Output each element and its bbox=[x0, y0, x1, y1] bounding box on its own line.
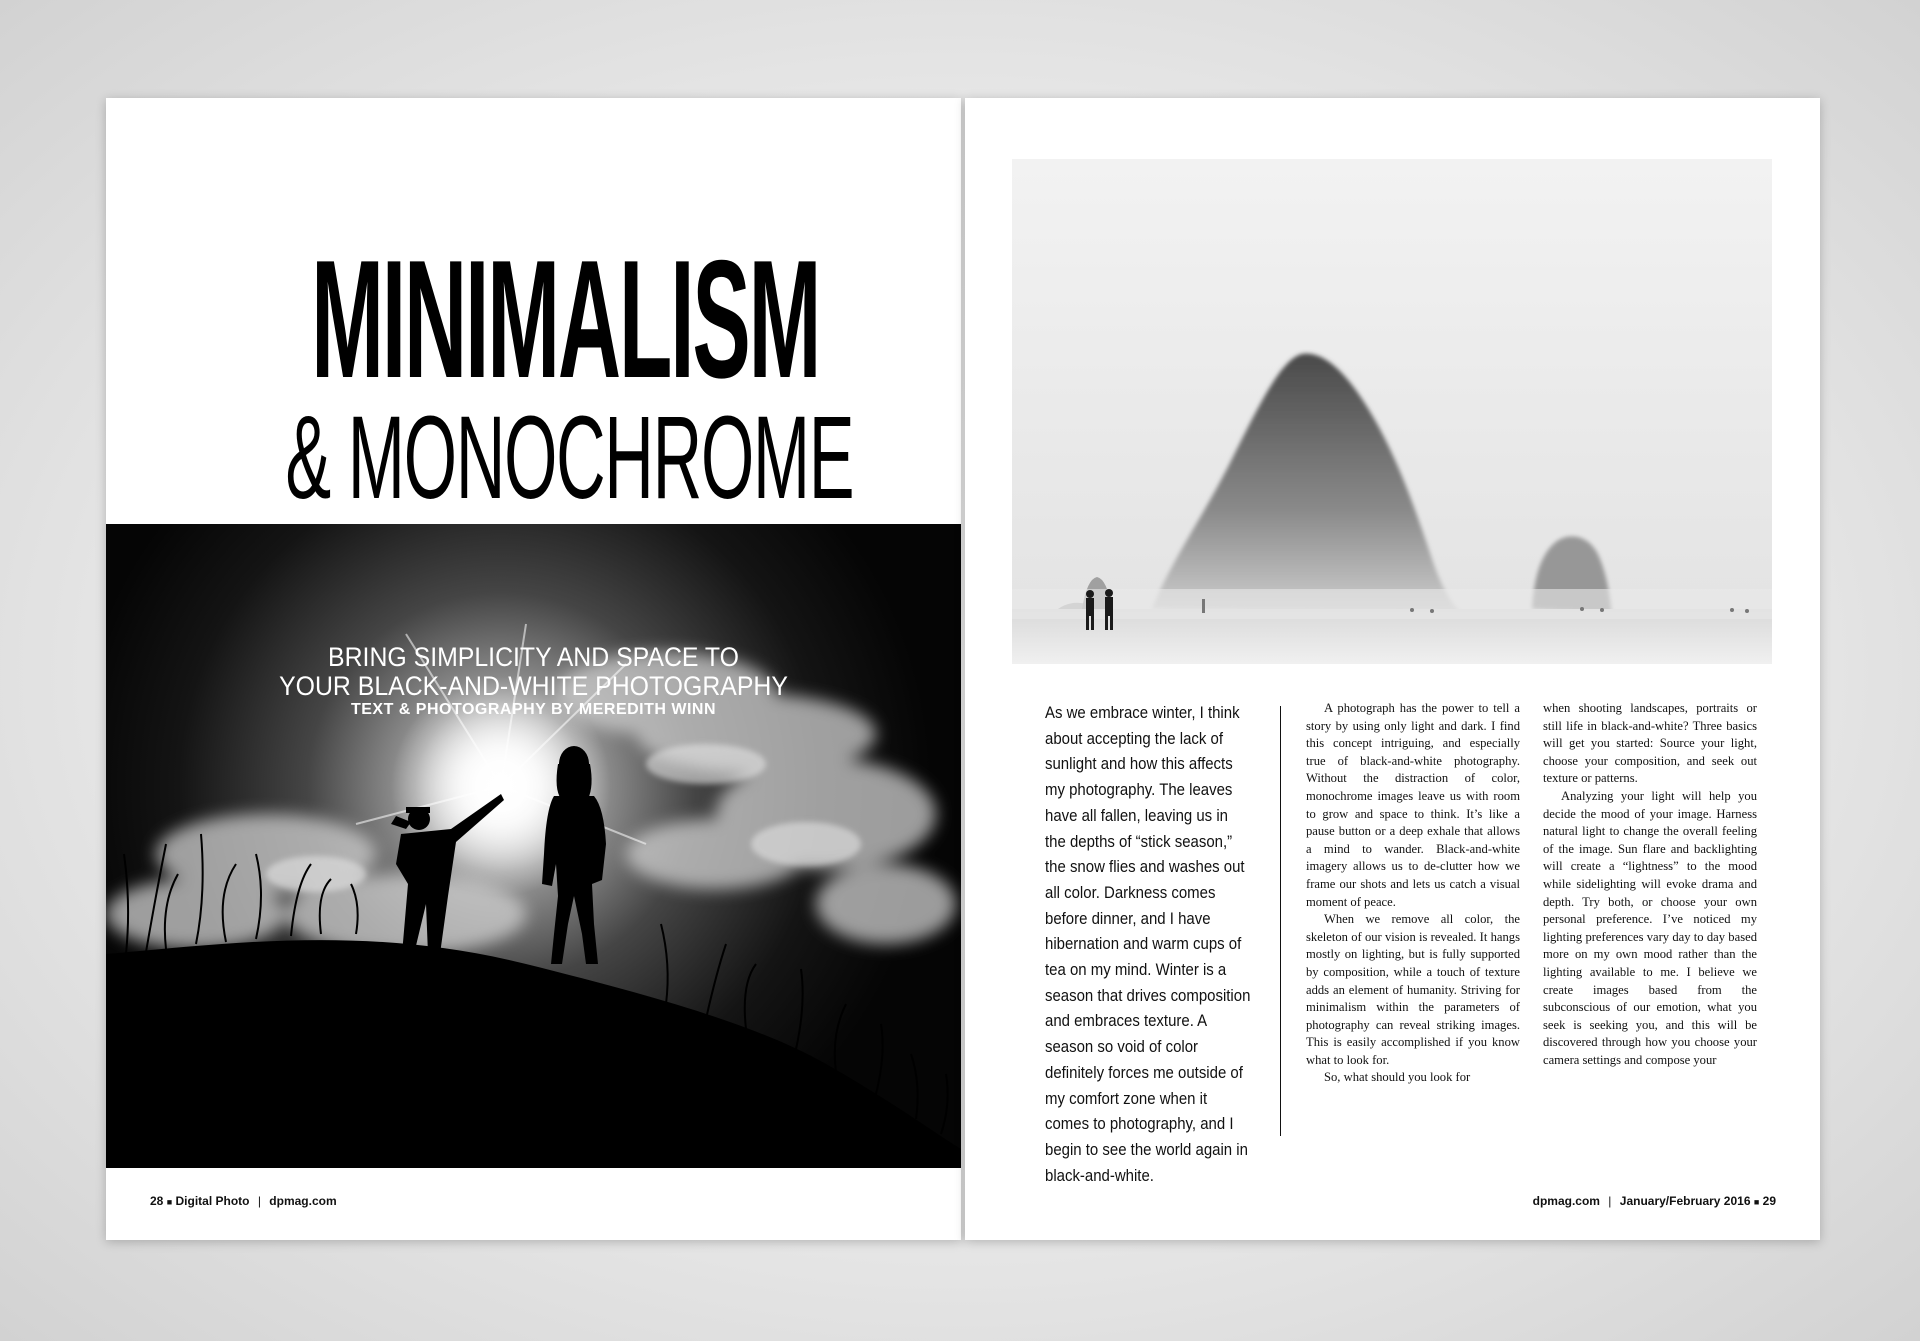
folio-bullet: ■ bbox=[1753, 1197, 1760, 1207]
body-paragraph: A photograph has the power to tell a story by using only light and dark. I find this concept intriguing, and especially true of black-and-white photography. Without the distraction of color, monochrome images leave us with room to grow and space to think. It’s like a pause button or a deep exhale that allows a mind to wander. Black-and-white imagery allows us to de-clutter how we frame our shots and lets us catch a visual moment of peace. bbox=[1306, 701, 1520, 909]
folio-site: dpmag.com bbox=[269, 1194, 337, 1208]
article-byline: TEXT & PHOTOGRAPHY BY MEREDITH WINN bbox=[350, 701, 717, 718]
article-title: MINIMALISM bbox=[311, 225, 820, 413]
body-paragraph: So, what should you look for bbox=[1324, 1070, 1471, 1085]
deck-line-2: YOUR BLACK-AND-WHITE PHOTOGRAPHY bbox=[279, 671, 788, 701]
right-page bbox=[965, 98, 1820, 1240]
hero-photo bbox=[106, 524, 961, 1168]
article-deck bbox=[140, 643, 927, 701]
folio-divider: | bbox=[1608, 1194, 1612, 1208]
hero-photo-graphic bbox=[106, 524, 961, 1168]
column-divider bbox=[1280, 706, 1281, 1136]
folio-divider: | bbox=[257, 1194, 261, 1208]
left-page bbox=[106, 98, 961, 1240]
folio-site: dpmag.com bbox=[1532, 1194, 1600, 1208]
body-paragraph: when shooting landscapes, portraits or still life in black-and-white? Three basics will get you started: Source your light, choose your composition, and seek out texture or patterns. bbox=[1543, 701, 1757, 786]
intro-column bbox=[1045, 700, 1251, 1188]
left-folio bbox=[150, 1194, 337, 1208]
intro-paragraph: As we embrace winter, I think about accepting the lack of sunlight and how this affects my photography. The leaves have all fallen, leaving us in the depths of “stick season,” the snow flies and washes out all color. Darkness comes before dinner, and I have hibernation and warm cups of tea on my mind. Winter is a season that drives composition and embraces texture. A season so void of color definitely forces me outside of my comfort zone when it comes to photography, and I begin to see the world again in black-and-white. bbox=[1045, 703, 1251, 1185]
folio-page-number: 28 bbox=[150, 1194, 164, 1208]
article-title-sub: & MONOCHROME bbox=[285, 392, 854, 524]
right-folio bbox=[1533, 1194, 1776, 1208]
body-column-2 bbox=[1306, 700, 1520, 1087]
body-paragraph: When we remove all color, the skeleton of our vision is revealed. It hangs mostly on lighting, but is fully supported by composition, while a touch of texture adds an element of humanity. Striving for minimalism within the parameters of photography can reveal striking images. This is easily accomplished if you know what to look for. bbox=[1306, 912, 1520, 1067]
folio-bullet: ■ bbox=[166, 1197, 173, 1207]
folio-page-number: 29 bbox=[1762, 1194, 1776, 1208]
haystack-rock-photo bbox=[1012, 159, 1772, 664]
haystack-rock-graphic bbox=[1012, 159, 1772, 664]
body-paragraph: Analyzing your light will help you decide the mood of your image. Harness natural light to change the overall feeling of the image. Sun flare and backlighting will create a “lightness” to the mood while sidelighting will evoke drama and depth. Try both, or choose your own personal preference. I’ve noticed my lighting preferences vary day to day based more on my own mood rather than the lighting available to me. I believe we create images based from the subconscious of our emotion, what you seek is seeking you, and this will be discovered through how you choose your camera settings and compose your bbox=[1543, 788, 1757, 1067]
folio-magazine: Digital Photo bbox=[175, 1194, 250, 1208]
body-column-3 bbox=[1543, 700, 1757, 1069]
deck-line-1: BRING SIMPLICITY AND SPACE TO bbox=[328, 642, 739, 672]
folio-issue: January/February 2016 bbox=[1619, 1194, 1751, 1208]
